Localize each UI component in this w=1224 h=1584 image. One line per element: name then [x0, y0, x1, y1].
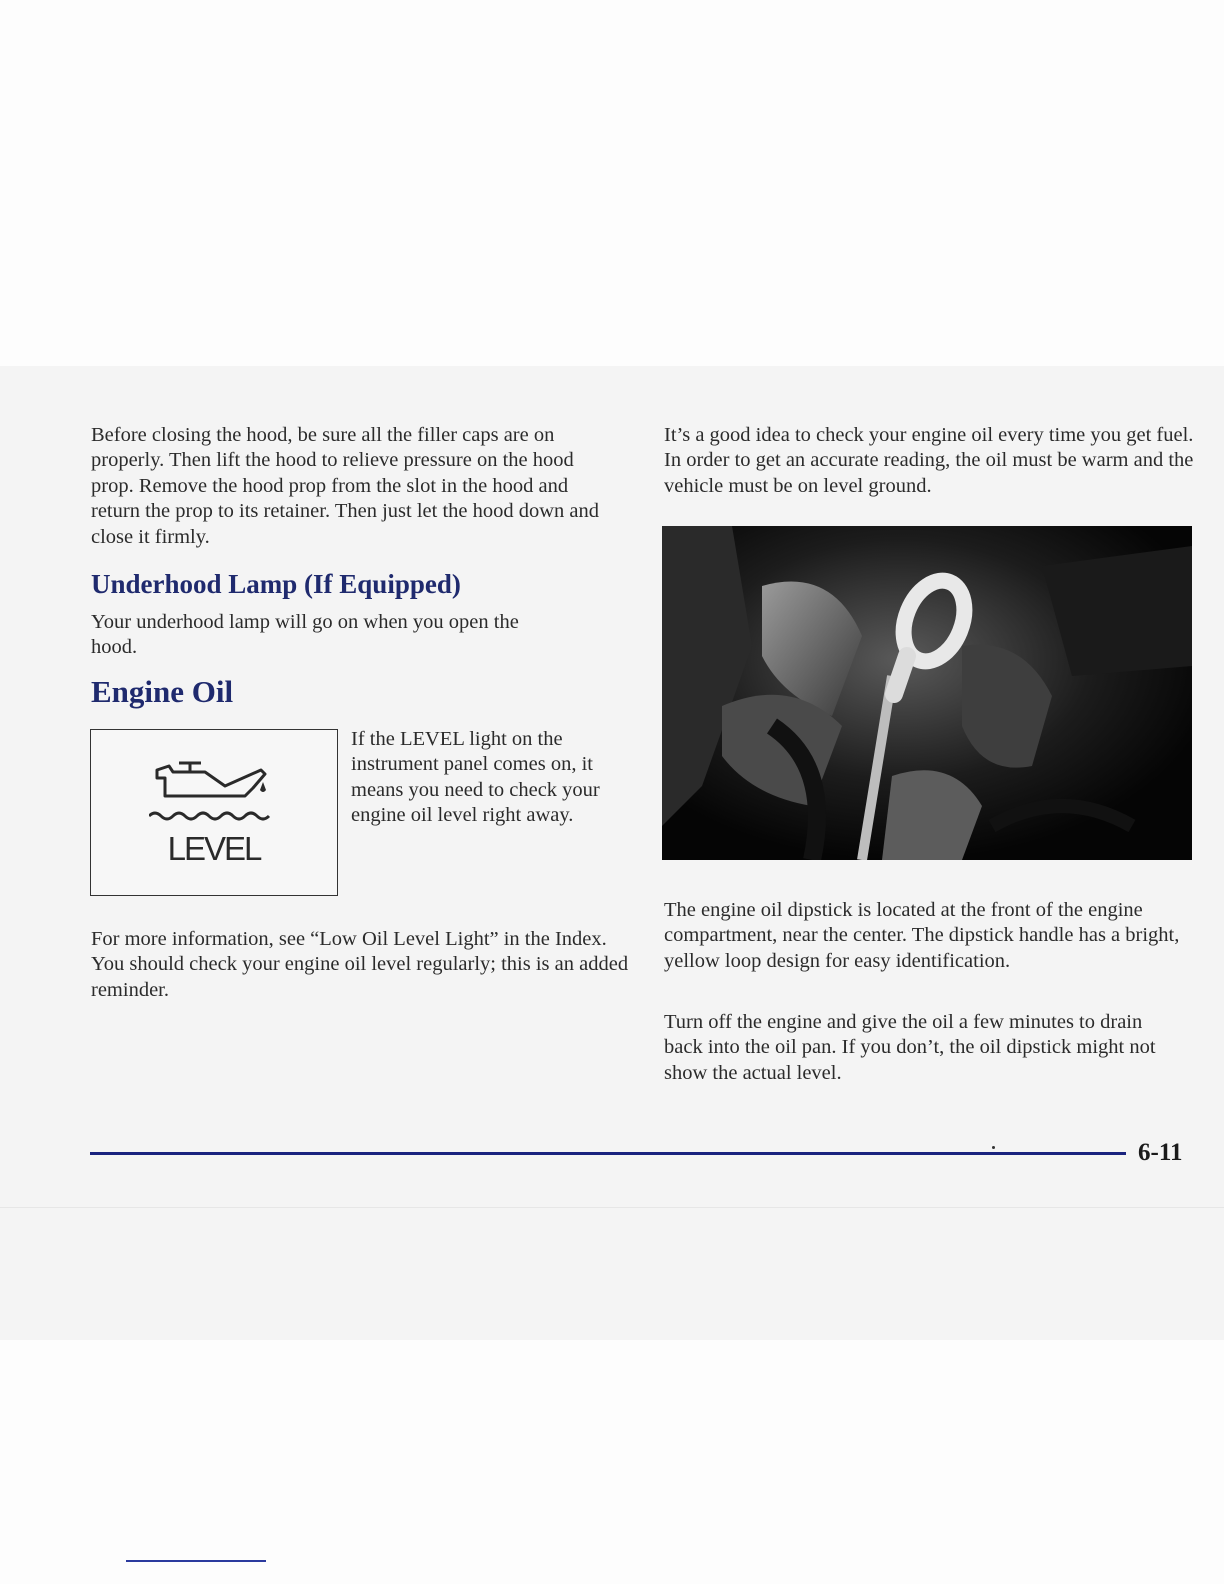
dipstick-photo: [662, 526, 1192, 860]
footer-dot: [992, 1146, 995, 1149]
underhood-lamp-paragraph: Your underhood lamp will go on when you open the hood.: [91, 611, 519, 659]
engine-oil-heading: Engine Oil: [91, 674, 234, 709]
underhood-lamp-heading: Underhood Lamp (If Equipped): [91, 569, 461, 599]
oil-level-symbol-box: [90, 729, 338, 896]
turn-off-engine-paragraph: Turn off the engine and give the oil a few minutes to drain back into the oil pan. If you don’t, the oil dipstick might not show the actual level.: [664, 1011, 1156, 1084]
page-number: 6-11: [1138, 1139, 1183, 1166]
oil-can-icon: [149, 756, 279, 828]
faint-divider: [0, 1207, 1224, 1208]
bottom-rule: [126, 1560, 266, 1562]
level-light-paragraph: If the LEVEL light on the instrument panel comes on, it means you need to check your engine oil level right away.: [351, 728, 600, 827]
dipstick-location-paragraph: The engine oil dipstick is located at the front of the engine compartment, near the center. The dipstick handle has a bright, yellow loop design for easy identification.: [664, 899, 1180, 972]
level-icon-label: LEVEL: [167, 830, 261, 867]
hood-closing-paragraph: Before closing the hood, be sure all the filler caps are on properly. Then lift the hood to relieve pressure on the hood prop. Remove the hood prop from the slot in the hood and return the prop to its retainer. Then just let the hood down and close it firmly.: [91, 424, 600, 548]
footer-rule: [90, 1152, 1126, 1155]
dipstick-photo-image: [662, 526, 1192, 860]
check-oil-paragraph: It’s a good idea to check your engine oil every time you get fuel. In order to get an accurate reading, the oil must be warm and the vehicle must be on level ground.: [664, 424, 1194, 497]
more-information-paragraph: For more information, see “Low Oil Level Light” in the Index. You should check your engine oil level regularly; this is an added reminder.: [91, 928, 629, 1001]
